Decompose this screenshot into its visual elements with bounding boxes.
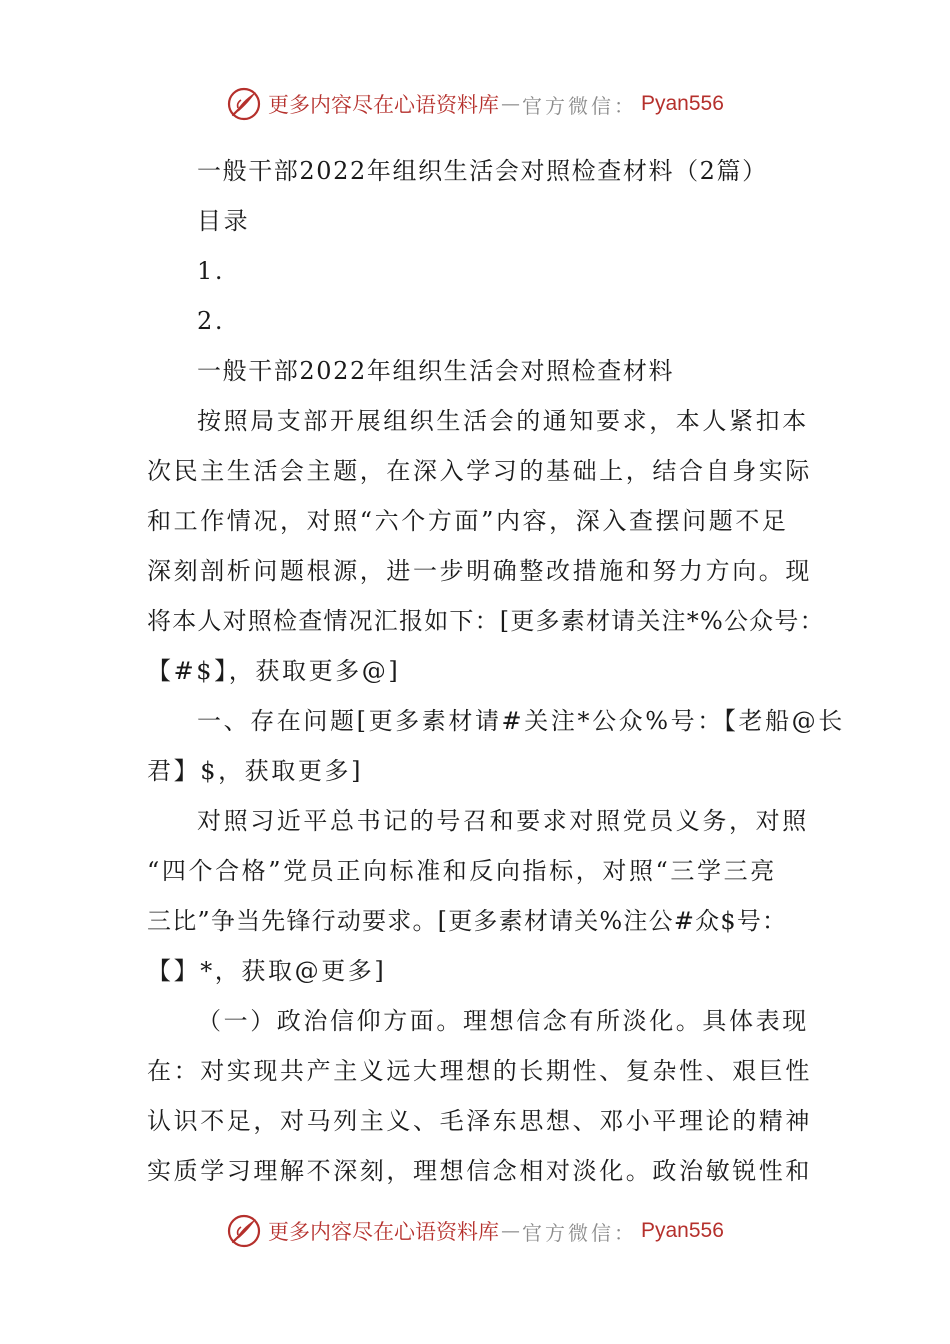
watermark-wechat-id: Pyan556	[641, 92, 724, 115]
watermark-official-label: 官方微信：	[522, 1220, 637, 1245]
body-line: 深刻剖析问题根源，进一步明确整改措施和努力方向。现	[147, 557, 812, 585]
toc-heading: 目录	[197, 207, 251, 235]
body-line: 三比”争当先锋行动要求。[更多素材请关%注公#众$号：	[147, 907, 788, 935]
body-line: 认识不足，对马列主义、毛泽东思想、邓小平理论的精神	[147, 1107, 812, 1135]
body-line: 【】*，获取@更多]	[147, 957, 387, 985]
body-line: “四个合格”党员正向标准和反向指标，对照“三学三亮	[147, 857, 777, 885]
watermark-official-label: 官方微信：	[522, 93, 637, 118]
document-subtitle: 一般干部2022年组织生活会对照检查材料	[197, 357, 675, 385]
section-heading-problems: 一、存在问题[更多素材请#关注*公众%号：【老船@长	[197, 707, 845, 735]
subsection-heading-political-belief: （一）政治信仰方面。理想信念有所淡化。具体表现	[197, 1007, 809, 1035]
body-line: 和工作情况，对照“六个方面”内容，深入查摆问题不足	[147, 507, 789, 535]
quill-logo-icon	[226, 1213, 262, 1249]
body-line: 实质学习理解不深刻，理想信念相对淡化。政治敏锐性和	[147, 1157, 812, 1185]
body-line: 君】$，获取更多]	[147, 757, 364, 785]
watermark-banner-top	[226, 84, 746, 124]
document-title: 一般干部2022年组织生活会对照检查材料（2篇）	[197, 157, 768, 185]
body-line: 【#$】，获取更多@]	[147, 657, 401, 685]
watermark-site-text: 更多内容尽在心语资料库	[268, 1220, 499, 1244]
watermark-wechat-id: Pyan556	[641, 1219, 724, 1242]
body-line: 对照习近平总书记的号召和要求对照党员义务，对照	[197, 807, 809, 835]
watermark-banner-bottom	[226, 1211, 746, 1251]
quill-logo-icon	[226, 86, 262, 122]
body-line: 次民主生活会主题，在深入学习的基础上，结合自身实际	[147, 457, 812, 485]
body-line: 将本人对照检查情况汇报如下：[更多素材请关注*%公众号：	[147, 607, 825, 635]
body-line: 在：对实现共产主义远大理想的长期性、复杂性、艰巨性	[147, 1057, 812, 1085]
body-line: 按照局支部开展组织生活会的通知要求，本人紧扣本	[197, 407, 809, 435]
watermark-dash: —	[501, 1220, 520, 1242]
watermark-site-text: 更多内容尽在心语资料库	[268, 93, 499, 117]
watermark-dash: —	[501, 93, 520, 115]
toc-item-1: 1.	[197, 257, 226, 285]
toc-item-2: 2.	[197, 307, 226, 335]
